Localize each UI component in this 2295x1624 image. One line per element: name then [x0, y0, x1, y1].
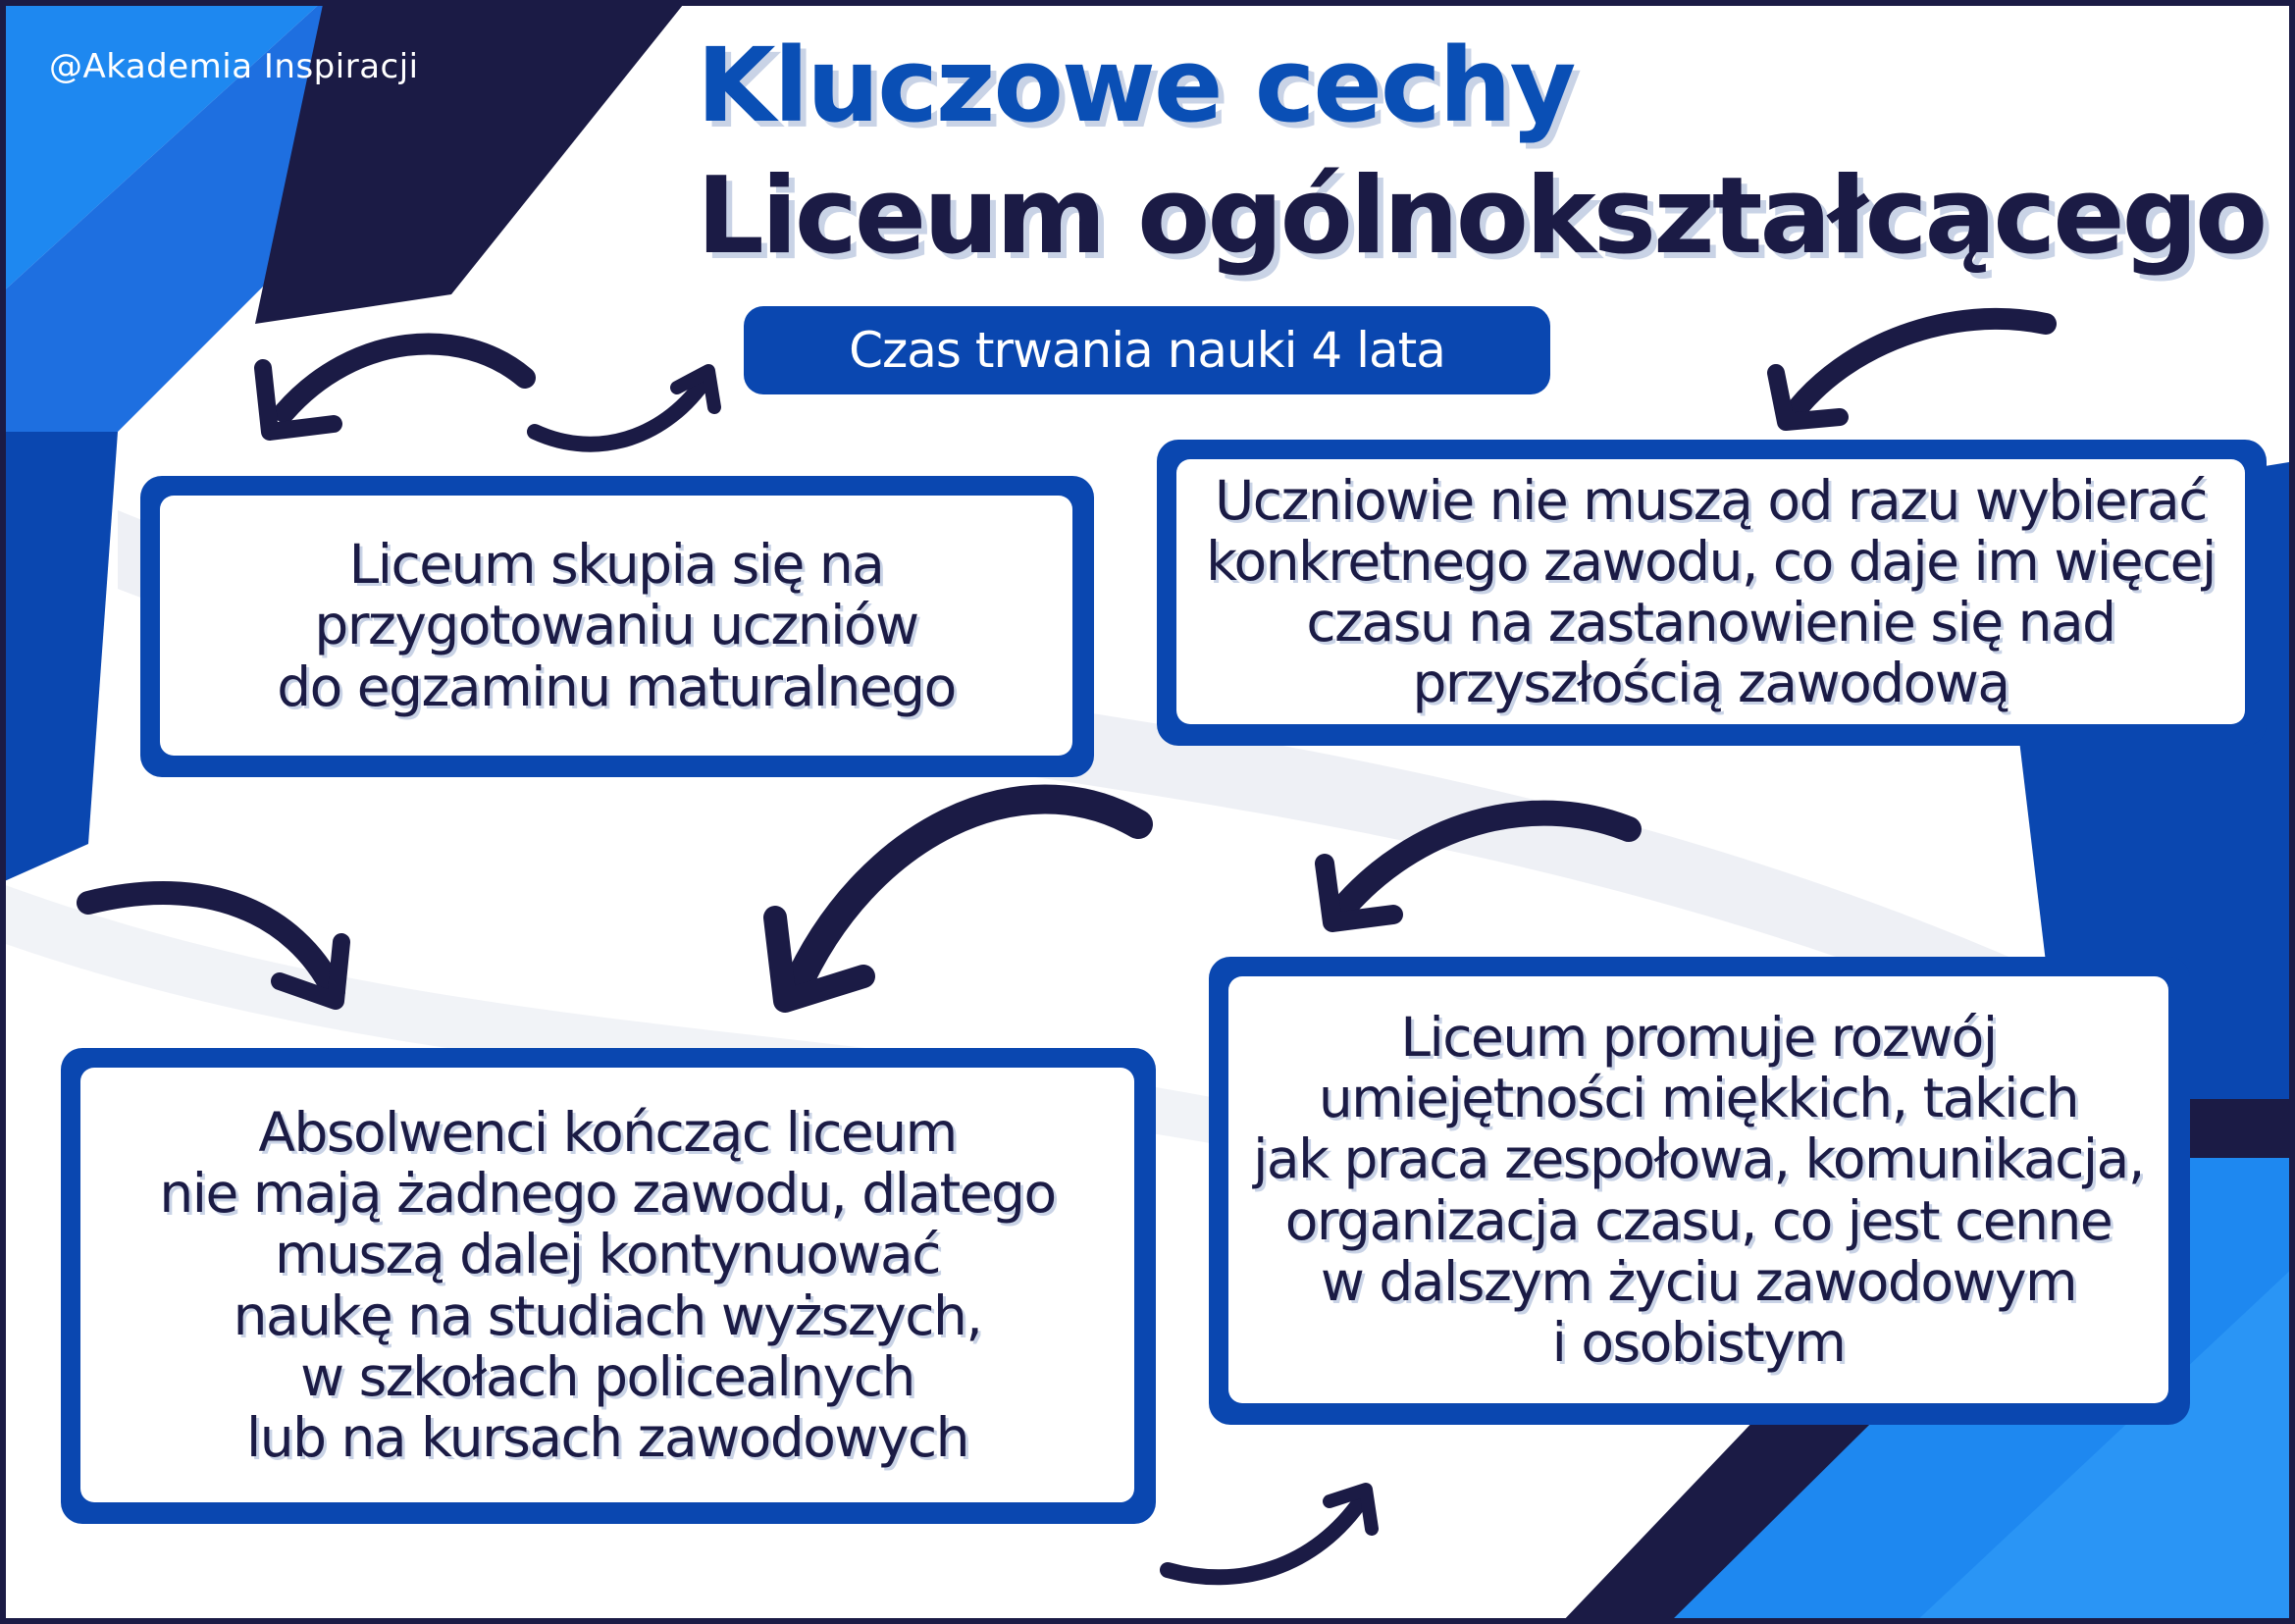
- feature-card-body: [1176, 459, 2245, 724]
- feature-card-body: [1228, 976, 2168, 1403]
- feature-card-graduates: [61, 1048, 1156, 1524]
- feature-card-exam-prep: [140, 476, 1094, 777]
- feature-card-text: Uczniowie nie muszą od razu wybierać konkretnego zawodu, co daje im więcej czasu na zastanowienie się nad przyszłością zawodową: [1206, 468, 2216, 715]
- page-title-line1: Kluczowe cechy: [697, 26, 1575, 145]
- feature-card-text: Absolwenci kończąc liceum nie mają żadnego zawodu, dlatego muszą dalej kontynuować naukę na studiach wyższych, w szkołach policealnych lub na kursach zawodowych: [159, 1101, 1056, 1469]
- feature-card-body: [160, 496, 1072, 756]
- duration-badge: Czas trwania nauki 4 lata: [744, 306, 1550, 394]
- feature-card-text: Liceum skupia się na przygotowaniu uczniów do egzaminu maturalnego: [277, 533, 956, 718]
- page-title-line2: Liceum ogólnokształcącego: [697, 155, 2266, 278]
- feature-card-text: Liceum promuje rozwój umiejętności miękkich, takich jak praca zespołowa, komunikacja, organizacja czasu, co jest cenne w dalszym życiu zawodowym i osobistym: [1253, 1006, 2144, 1374]
- brand-handle: @Akademia Inspiracji: [49, 47, 419, 86]
- feature-card-career-choice: [1157, 440, 2267, 746]
- feature-card-soft-skills: [1209, 957, 2190, 1425]
- feature-card-body: [80, 1068, 1134, 1502]
